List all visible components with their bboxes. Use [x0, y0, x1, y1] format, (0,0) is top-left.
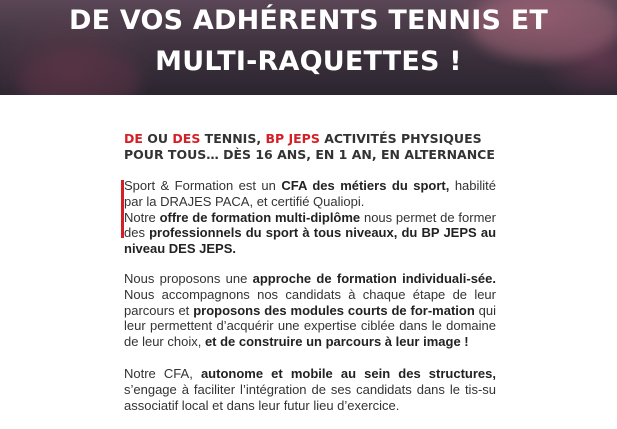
approach-bold-3: et de construire un parcours à leur image !	[204, 334, 469, 350]
hero-banner	[0, 0, 617, 95]
intro-bold-3: professionnels du sport à tous niveaux, du BP JEPS au niveau DES JEPS.	[124, 225, 497, 257]
headline-bpjeps: BP JEPS	[265, 131, 320, 146]
cfa-bold-1: autonome et mobile au sein des structures,	[200, 365, 496, 381]
intro-text-3: Notre	[124, 209, 160, 225]
approach-paragraph	[124, 271, 496, 350]
headline-activites: ACTIVITÉS PHYSIQUES	[319, 131, 482, 146]
headline-de: DE	[124, 131, 143, 146]
approach-text-2: Nous accompagnons nos candidats à chaque étape de leur parcours et	[124, 286, 496, 318]
approach-text-1: Nous proposons une	[124, 270, 253, 286]
headline-des: DES	[172, 131, 201, 146]
intro-bold-2: offre de formation multi-diplôme	[159, 209, 361, 225]
section-headline	[124, 131, 496, 163]
banner-title-line-1: DE VOS ADHÉRENTS TENNIS ET	[69, 5, 548, 36]
intro-paragraph	[124, 178, 496, 257]
headline-tennis: TENNIS,	[200, 131, 266, 146]
cfa-text-1: Notre CFA,	[124, 365, 201, 381]
approach-text-3: qui leur permettent d’acquérir une expertise ciblée dans le domaine de leur choix,	[124, 302, 496, 350]
cfa-text-2: s’engage à faciliter l’intégration de ses candidats dans le tis-su associatif local et dans leur futur lieu d’exercice.	[124, 381, 496, 413]
intro-bold-1: CFA des métiers du sport,	[281, 178, 450, 193]
headline-line-2: POUR TOUS… DÈS 16 ANS, EN 1 AN, EN ALTERNANCE	[124, 147, 495, 162]
approach-bold-1: approche de formation individuali-sée.	[252, 270, 496, 286]
approach-bold-2: proposons des modules courts de for-mation	[193, 302, 475, 318]
article-content	[124, 131, 496, 429]
intro-text-2: habilité par la DRAJES PACA, et certifié Qualiopi.	[124, 178, 497, 209]
intro-accent-bar	[121, 180, 124, 238]
cfa-paragraph	[124, 366, 496, 413]
banner-title	[0, 0, 617, 77]
intro-text-4: nous permet de former des	[124, 209, 496, 241]
intro-text-1: Sport & Formation est un	[124, 178, 282, 193]
headline-ou: OU	[142, 131, 173, 146]
banner-title-line-2: MULTI-RAQUETTES !	[155, 46, 462, 77]
